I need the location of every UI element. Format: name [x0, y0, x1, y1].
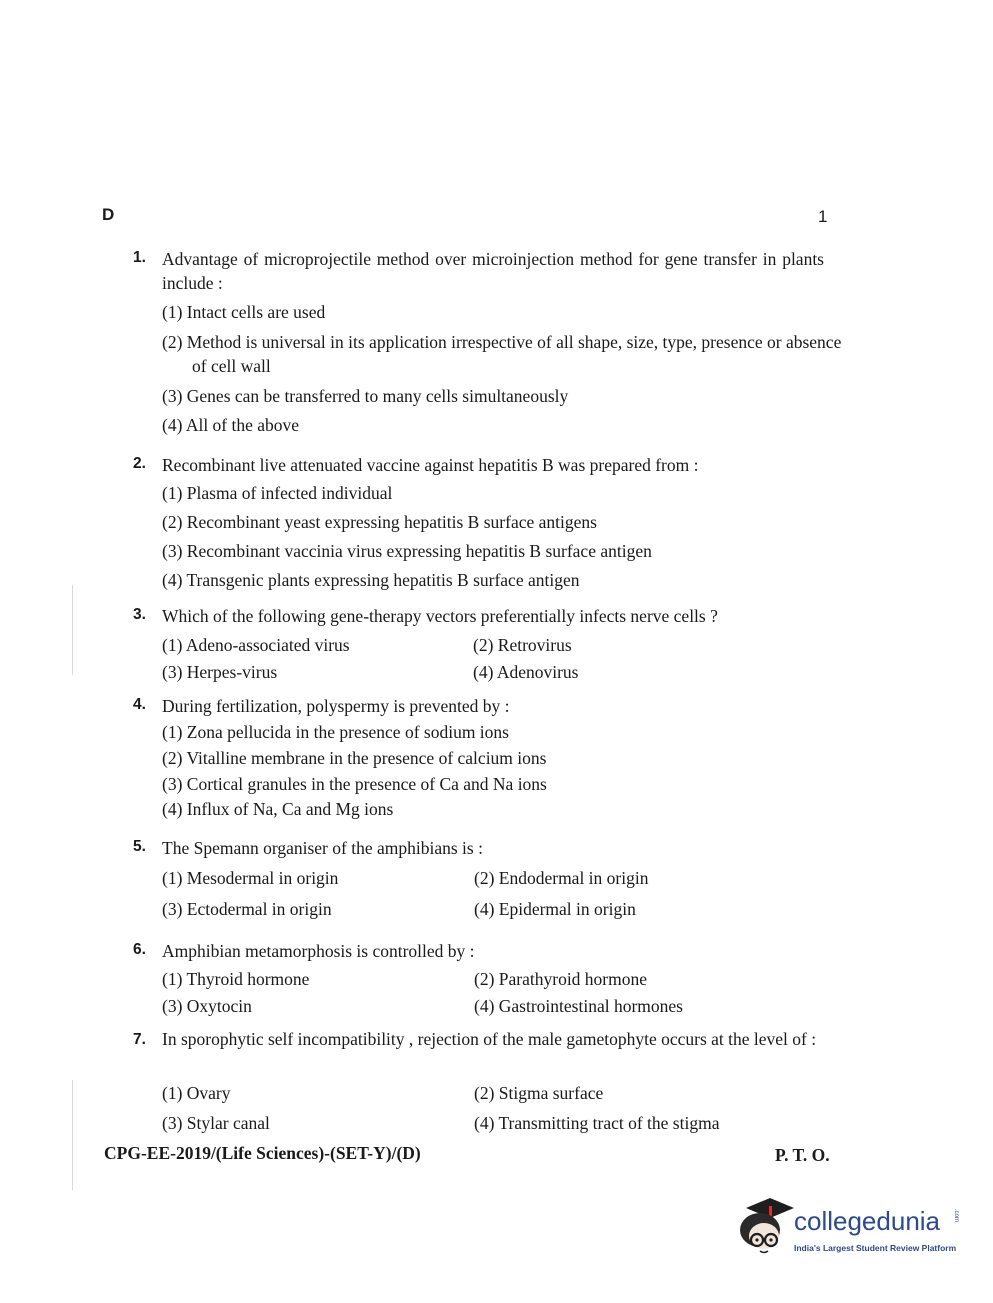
question-number: 6.	[133, 941, 146, 958]
question-text: During fertilization, polyspermy is prevented by :	[162, 696, 510, 716]
option: (1) Zona pellucida in the presence of sodium ions	[162, 722, 509, 742]
question-number: 2.	[133, 455, 146, 472]
question-number: 1.	[133, 249, 146, 266]
exam-code: CPG-EE-2019/(Life Sciences)-(SET-Y)/(D)	[104, 1143, 421, 1163]
option: (3) Cortical granules in the presence of Ca and Na ions	[162, 774, 547, 794]
option: (2) Recombinant yeast expressing hepatitis B surface antigens	[162, 512, 597, 532]
option: (4) Adenovirus	[473, 662, 579, 682]
option: (1) Thyroid hormone	[162, 969, 310, 989]
set-code: D	[102, 205, 115, 224]
option: (4) Transgenic plants expressing hepatitis B surface antigen	[162, 570, 580, 590]
option: (2) Endodermal in origin	[474, 868, 649, 888]
question-text: Advantage of microprojectile method over microinjection method for gene transfer in plants include :	[162, 249, 824, 293]
option: (1) Mesodermal in origin	[162, 868, 339, 888]
option: (1) Ovary	[162, 1083, 231, 1103]
option: (4) Transmitting tract of the stigma	[474, 1113, 720, 1133]
collegedunia-watermark	[736, 1196, 964, 1266]
option: (3) Genes can be transferred to many cells simultaneously	[162, 386, 569, 406]
please-turn-over: P. T. O.	[775, 1145, 830, 1165]
option: (3) Stylar canal	[162, 1113, 270, 1133]
scan-edge-mark	[72, 1080, 73, 1190]
option: (4) All of the above	[162, 415, 300, 435]
option: (3) Herpes-virus	[162, 662, 278, 682]
option: (4) Epidermal in origin	[474, 899, 636, 919]
option: (3) Recombinant vaccinia virus expressing hepatitis B surface antigen	[162, 541, 652, 561]
mascot-icon	[736, 1196, 794, 1258]
question-number: 3.	[133, 606, 146, 623]
question-number: 5.	[133, 838, 146, 855]
option: (2) Vitalline membrane in the presence of calcium ions	[162, 748, 547, 768]
option: (2) Stigma surface	[474, 1083, 604, 1103]
option: (3) Oxytocin	[162, 996, 252, 1016]
option: (2) Parathyroid hormone	[474, 969, 648, 989]
option: (2) Method is universal in its application irrespective of all shape, size, type, presence or absence of cell wall	[162, 332, 842, 376]
question-number: 4.	[133, 696, 146, 713]
option: (3) Ectodermal in origin	[162, 899, 332, 919]
question-text: Which of the following gene-therapy vectors preferentially infects nerve cells ?	[162, 606, 718, 626]
question-text: In sporophytic self incompatibility , rejection of the male gametophyte occurs at the level of :	[162, 1029, 817, 1049]
option: (1) Intact cells are used	[162, 302, 326, 322]
question-text: Recombinant live attenuated vaccine against hepatitis B was prepared from :	[162, 455, 699, 475]
scan-edge-mark	[72, 585, 73, 675]
option: (4) Influx of Na, Ca and Mg ions	[162, 799, 394, 819]
page-number: 1	[818, 207, 828, 226]
question-text: Amphibian metamorphosis is controlled by :	[162, 941, 475, 961]
option: (1) Plasma of infected individual	[162, 483, 393, 503]
brand-domain-suffix: .com	[953, 1209, 959, 1223]
brand-tagline: India's Largest Student Review Platform	[794, 1243, 957, 1253]
question-number: 7.	[133, 1031, 146, 1048]
option: (4) Gastrointestinal hormones	[474, 996, 683, 1016]
question-text: The Spemann organiser of the amphibians is :	[162, 838, 483, 858]
option: (2) Retrovirus	[473, 635, 572, 655]
brand-name: collegedunia	[794, 1206, 941, 1236]
option: (1) Adeno-associated virus	[162, 635, 350, 655]
